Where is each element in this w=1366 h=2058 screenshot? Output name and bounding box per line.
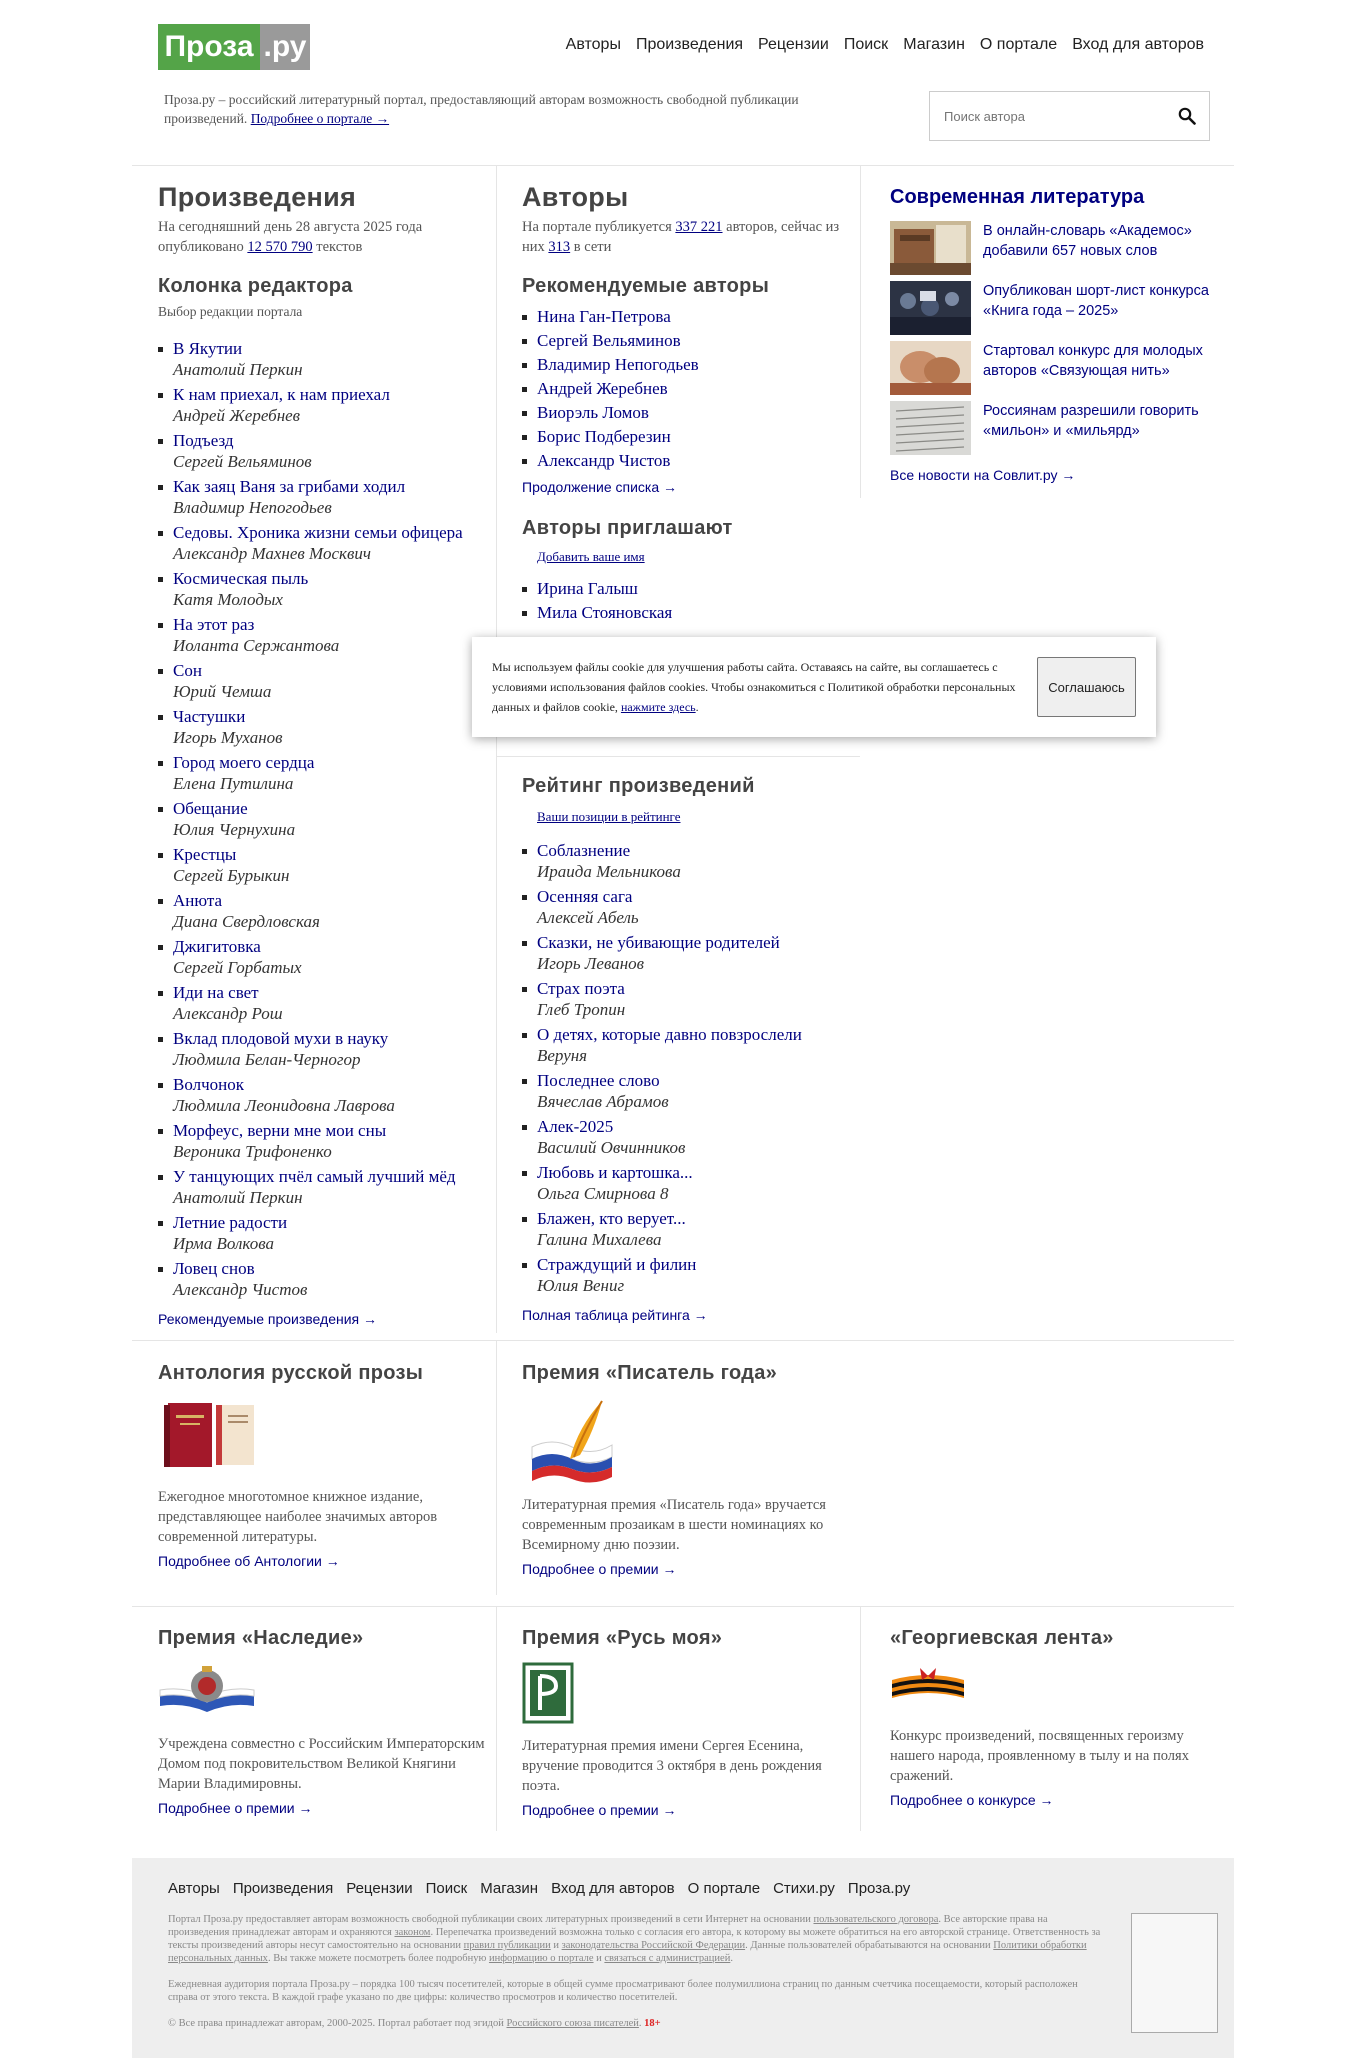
news-thumb-words[interactable]: [890, 401, 971, 455]
writers-union-link[interactable]: Российского союза писателей: [506, 2018, 639, 2029]
work-title[interactable]: Вклад плодовой мухи в науку: [173, 1029, 389, 1048]
footer-nav-about[interactable]: О портале: [687, 1880, 761, 1897]
rating-title: Рейтинг произведений: [522, 775, 755, 797]
news-thumb-contest[interactable]: [890, 341, 971, 395]
list-item: [522, 378, 842, 402]
divider: [496, 1606, 497, 1831]
work-author: Анатолий Перкин: [173, 360, 303, 379]
search-button[interactable]: [1165, 93, 1209, 139]
privacy-policy-link[interactable]: Политики обработки персональных данных: [168, 1940, 1087, 1964]
work-author: Александр Махнев Москвич: [173, 544, 371, 563]
rating-more-link[interactable]: Полная таблица рейтинга →: [522, 1307, 708, 1323]
intro-text: [164, 90, 844, 128]
work-author: Диана Свердловская: [173, 912, 320, 931]
law-link[interactable]: законом: [394, 1927, 431, 1938]
authors-online[interactable]: 313: [548, 239, 571, 255]
anthology-title: Антология русской прозы: [158, 1362, 424, 1384]
list-item: [158, 1028, 478, 1070]
news-link[interactable]: Опубликован шорт-лист конкурса «Книга года – 2025»: [983, 283, 1209, 319]
search-input[interactable]: [930, 93, 1165, 139]
nav-works[interactable]: Произведения: [635, 36, 744, 53]
divider: [860, 1606, 861, 1831]
anthology-books-icon[interactable]: [158, 1397, 258, 1473]
author-link[interactable]: Александр Чистов: [537, 451, 671, 470]
author-search: [929, 91, 1210, 141]
work-title[interactable]: Страх поэта: [537, 979, 625, 998]
author-link[interactable]: Нина Ган-Петрова: [537, 307, 671, 326]
heritage-link[interactable]: Подробнее о премии →: [158, 1800, 313, 1816]
list-item: [158, 844, 478, 886]
works-column: [158, 182, 478, 1329]
list-item: [522, 602, 842, 626]
list-item: [158, 1258, 478, 1300]
work-author: Владимир Непогодьев: [173, 498, 332, 517]
footer-paragraph-rights: [168, 1913, 1108, 1965]
authors-more-link[interactable]: Продолжение списка →: [522, 479, 678, 495]
nav-search[interactable]: Поиск: [843, 36, 889, 53]
legislation-link[interactable]: законодательства Российской Федерации: [561, 1940, 746, 1951]
footer-text-part: . Вы также можете посмотреть более подробную: [267, 1953, 487, 1964]
footer-text: [168, 1913, 1108, 2043]
footer: [132, 1858, 1234, 2058]
logo-left: Проза: [158, 24, 260, 70]
work-author: Людмила Белан-Черногор: [173, 1050, 361, 1069]
news-item: [890, 341, 1220, 395]
rules-link[interactable]: правил публикации: [463, 1940, 551, 1951]
author-link[interactable]: Владимир Непогодьев: [537, 355, 699, 374]
rating-positions-link[interactable]: Ваши позиции в рейтинге: [537, 809, 681, 824]
list-item: [158, 752, 478, 794]
heritage-eagle-icon[interactable]: [158, 1662, 256, 1722]
list-item: [158, 660, 478, 702]
news-item: [890, 221, 1220, 275]
user-agreement-link[interactable]: пользовательского договора: [813, 1914, 939, 1925]
news-link[interactable]: Стартовал конкурс для молодых авторов «Связующая нить»: [983, 343, 1203, 379]
nav-shop[interactable]: Магазин: [903, 36, 965, 53]
footer-nav-works[interactable]: Произведения: [232, 1880, 334, 1897]
editor-title: Колонка редактора: [158, 275, 353, 297]
footer-text-part: © Все права принадлежат авторам, 2000-2025. Портал работает под эгидой: [168, 2018, 504, 2029]
rus-block: [522, 1627, 852, 1820]
list-item: [158, 706, 478, 748]
news-link[interactable]: Россиянам разрешили говорить «мильон» и «мильярд»: [983, 403, 1199, 439]
list-item: [522, 330, 842, 354]
news-item: [890, 281, 1220, 335]
work-title[interactable]: В Якутии: [173, 339, 243, 358]
list-item: [158, 982, 478, 1024]
nav-about[interactable]: О портале: [979, 36, 1058, 53]
rec-authors-list: [522, 306, 842, 474]
work-title[interactable]: Волчонок: [173, 1075, 245, 1094]
work-title[interactable]: Частушки: [173, 707, 246, 726]
footer-text-part: Портал Проза.ру предоставляет авторам возможность свободной публикации своих литературных произведений в сети Интернет на основании: [168, 1914, 811, 1925]
list-item: [522, 450, 842, 474]
work-title[interactable]: Летние радости: [173, 1213, 288, 1232]
work-title[interactable]: Космическая пыль: [173, 569, 309, 588]
list-item: [158, 384, 478, 426]
invite-title: Авторы приглашают: [522, 517, 733, 539]
work-author: Иоланта Сержантова: [173, 636, 340, 655]
rus-title: Премия «Русь моя»: [522, 1627, 723, 1649]
search-icon: [1178, 107, 1196, 125]
list-item: [522, 354, 842, 378]
work-title[interactable]: На этот раз: [173, 615, 255, 634]
list-item: [158, 1166, 478, 1208]
authors-note-prefix: На портале публикуется: [522, 219, 672, 235]
footer-paragraph-copyright: [168, 2017, 1108, 2030]
work-author: Вероника Трифоненко: [173, 1142, 332, 1161]
list-item: [522, 886, 852, 928]
works-title: Произведения: [158, 182, 357, 212]
list-item: [522, 306, 842, 330]
author-link[interactable]: Мила Стояновская: [537, 603, 673, 622]
ribbon-icon[interactable]: [890, 1662, 966, 1714]
work-title[interactable]: Иди на свет: [173, 983, 259, 1002]
footer-text-part: . Перепечатка произведений возможна только с согласия его автора, к которому вы можете обратиться на его авторской странице. Ответственность за тексты произведений авторы несут самостоятельно на основании: [168, 1927, 1101, 1951]
rec-authors-title: Рекомендуемые авторы: [522, 275, 770, 297]
nav-reviews[interactable]: Рецензии: [758, 36, 829, 53]
divider: [496, 1340, 497, 1595]
list-item: [158, 430, 478, 472]
heritage-block: [158, 1627, 488, 1818]
list-item: [158, 614, 478, 656]
work-author: Ираида Мельникова: [537, 862, 681, 881]
work-author: Сергей Вельяминов: [173, 452, 312, 471]
list-item: [522, 1070, 852, 1112]
news-item: [890, 401, 1220, 455]
work-title[interactable]: Страждущий и филин: [537, 1255, 697, 1274]
writer-title: Премия «Писатель года»: [522, 1362, 778, 1384]
work-title[interactable]: Крестцы: [173, 845, 237, 864]
cookie-accept-button[interactable]: Соглашаюсь: [1037, 657, 1136, 717]
author-link[interactable]: Сергей Вельяминов: [537, 331, 681, 350]
cookie-body: Мы используем файлы cookie для улучшения работы сайта. Оставаясь на сайте, вы соглашаетесь с условиями использования файлов cookies. Чтобы ознакомиться с Политикой обработки персональных данных и файлов cookie,: [492, 660, 1016, 714]
list-item: [158, 936, 478, 978]
cookie-banner: [472, 637, 1156, 737]
author-link[interactable]: Андрей Жеребнев: [537, 379, 668, 398]
divider: [496, 165, 497, 1333]
work-title[interactable]: Морфеус, верни мне мои сны: [173, 1121, 387, 1140]
work-author: Александр Чистов: [173, 1280, 308, 1299]
rating-column: [522, 775, 852, 1325]
work-author: Ирма Волкова: [173, 1234, 274, 1253]
divider: [132, 165, 1234, 166]
work-author: Веруня: [537, 1046, 588, 1065]
page: [132, 0, 1234, 2058]
works-note-prefix: На сегодняшний день 28 августа 2025 года опубликовано: [158, 219, 423, 255]
list-item: [158, 1074, 478, 1116]
list-item: [158, 1212, 478, 1254]
works-count[interactable]: 12 570 790: [247, 239, 313, 255]
work-title[interactable]: Город моего сердца: [173, 753, 315, 772]
works-note: [158, 217, 478, 257]
list-item: [158, 338, 478, 380]
ribbon-text: Конкурс произведений, посвященных героизму нашего народа, проявленному в тылу и на полях сражений.: [890, 1728, 1189, 1784]
work-author: Андрей Жеребнев: [173, 406, 301, 425]
authors-title: Авторы: [522, 182, 629, 212]
footer-text-part: и: [596, 1953, 602, 1964]
site-logo[interactable]: [158, 24, 310, 70]
cookie-text: [492, 657, 1052, 717]
work-author: Василий Овчинников: [537, 1138, 686, 1157]
work-author: Вячеслав Абрамов: [537, 1092, 669, 1111]
news-column: [890, 186, 1220, 485]
rus-text: Литературная премия имени Сергея Есенина, вручение проводится 3 октября в день рождения поэта.: [522, 1738, 822, 1794]
news-more-link[interactable]: Все новости на Совлит.ру →: [890, 467, 1076, 483]
list-item: [522, 978, 852, 1020]
intro-link[interactable]: Подробнее о портале →: [250, 111, 390, 126]
editor-note: Выбор редакции портала: [158, 304, 303, 319]
list-item: [158, 476, 478, 518]
anthology-link[interactable]: Подробнее об Антологии →: [158, 1553, 340, 1569]
footer-text-part: и: [553, 1940, 559, 1951]
rus-link[interactable]: Подробнее о премии →: [522, 1802, 677, 1818]
contact-admin-link[interactable]: связаться с администрацией: [604, 1953, 731, 1964]
writer-text: Литературная премия «Писатель года» вручается современным прозаикам в шести номинациях ко Всемирному дню поэзии.: [522, 1497, 826, 1553]
visitor-counter[interactable]: [1131, 1913, 1218, 2033]
list-item: [522, 840, 852, 882]
writer-block: [522, 1362, 852, 1579]
editor-list: [158, 338, 478, 1300]
list-item: [522, 1024, 852, 1066]
anthology-block: [158, 1362, 488, 1571]
works-note-suffix: текстов: [316, 239, 363, 255]
authors-note: [522, 217, 842, 257]
intro-body: Проза.ру – российский литературный портал, предоставляющий авторам возможность свободной публикации произведений.: [164, 92, 799, 126]
work-author: Галина Михалева: [537, 1230, 662, 1249]
list-item: [158, 568, 478, 610]
list-item: [522, 578, 842, 602]
writer-link[interactable]: Подробнее о премии →: [522, 1561, 677, 1577]
list-item: [158, 1120, 478, 1162]
list-item: [158, 522, 478, 564]
divider: [496, 756, 860, 757]
rus-award-icon[interactable]: [522, 1662, 574, 1724]
logo-right: .ру: [260, 24, 310, 70]
footer-text-part: .: [730, 1953, 733, 1964]
invite-list: [522, 578, 842, 626]
work-author: Юрий Чемша: [173, 682, 272, 701]
work-title[interactable]: Блажен, кто верует...: [537, 1209, 686, 1228]
footer-nav-login[interactable]: Вход для авторов: [551, 1880, 675, 1897]
work-author: Людмила Леонидовна Лаврова: [173, 1096, 395, 1115]
portal-info-link[interactable]: информацию о портале: [488, 1953, 594, 1964]
work-title[interactable]: Осенняя сага: [537, 887, 633, 906]
work-author: Александр Рош: [173, 1004, 283, 1023]
work-title[interactable]: Соблазнение: [537, 841, 631, 860]
work-title[interactable]: Джигитовка: [173, 937, 261, 956]
footer-nav-proza[interactable]: Проза.ру: [847, 1880, 911, 1897]
news-link[interactable]: В онлайн-словарь «Академос» добавили 657 новых слов: [983, 223, 1192, 259]
work-title[interactable]: Любовь и картошка...: [537, 1163, 693, 1182]
add-name-link[interactable]: Добавить ваше имя: [537, 549, 645, 564]
top-nav: [566, 36, 1204, 54]
footer-text-part: . Все авторские права на произведения принадлежат авторам и охраняются: [168, 1914, 1048, 1938]
footer-nav-authors[interactable]: Авторы: [168, 1880, 220, 1897]
authors-note-suffix: в сети: [573, 239, 612, 255]
work-author: Ольга Смирнова 8: [537, 1184, 669, 1203]
work-title[interactable]: К нам приехал, к нам приехал: [173, 385, 390, 404]
news-thumb-dictionary[interactable]: [890, 221, 971, 275]
list-item: [158, 890, 478, 932]
work-author: Игорь Леванов: [537, 954, 645, 973]
work-title[interactable]: О детях, которые давно повзрослели: [537, 1025, 802, 1044]
footer-nav-stihi[interactable]: Стихи.ру: [773, 1880, 835, 1897]
work-title[interactable]: Сказки, не убивающие родителей: [537, 933, 780, 952]
work-author: Катя Молодых: [173, 590, 283, 609]
divider: [860, 165, 861, 498]
work-author: Анатолий Перкин: [173, 1188, 303, 1207]
footer-text-part: .: [638, 2018, 642, 2029]
footer-text-part: . Данные пользователей обрабатываются на основании: [745, 1940, 991, 1951]
footer-nav: [168, 1880, 910, 1897]
heritage-text: Учреждена совместно с Российским Императорским Домом под покровительством Великой Княгини Марии Владимировны.: [158, 1736, 485, 1792]
news-title: Современная литература: [890, 186, 1145, 208]
list-item: [522, 1254, 852, 1296]
work-title[interactable]: У танцующих пчёл самый лучший мёд: [173, 1167, 456, 1186]
work-title[interactable]: Обещание: [173, 799, 248, 818]
work-title[interactable]: Последнее слово: [537, 1071, 660, 1090]
work-author: Юлия Чернухина: [173, 820, 296, 839]
work-title[interactable]: Алек-2025: [537, 1117, 614, 1136]
ribbon-link[interactable]: Подробнее о конкурсе →: [890, 1792, 1054, 1808]
author-link[interactable]: Ирина Галыш: [537, 579, 638, 598]
list-item: [158, 798, 478, 840]
work-author: Елена Путилина: [173, 774, 294, 793]
divider: [132, 1606, 1234, 1607]
list-item: [522, 402, 842, 426]
work-author: Сергей Горбатых: [173, 958, 302, 977]
list-item: [522, 1208, 852, 1250]
footer-nav-search[interactable]: Поиск: [425, 1880, 468, 1897]
authors-column: [522, 182, 842, 626]
nav-login[interactable]: Вход для авторов: [1072, 36, 1204, 53]
rating-list: [522, 840, 852, 1296]
work-author: Алексей Абель: [537, 908, 639, 927]
work-title[interactable]: Седовы. Хроника жизни семьи офицера: [173, 523, 463, 542]
news-thumb-book-of-year[interactable]: [890, 281, 971, 335]
list-item: [522, 932, 852, 974]
authors-count[interactable]: 337 221: [675, 219, 723, 235]
work-title[interactable]: Сон: [173, 661, 202, 680]
work-title[interactable]: Ловец снов: [173, 1259, 255, 1278]
work-author: Игорь Муханов: [173, 728, 283, 747]
author-link[interactable]: Борис Подберезин: [537, 427, 671, 446]
work-author: Юлия Вениг: [537, 1276, 625, 1295]
footer-nav-reviews[interactable]: Рецензии: [346, 1880, 413, 1897]
list-item: [522, 1162, 852, 1204]
writer-award-icon[interactable]: [522, 1397, 618, 1483]
nav-authors[interactable]: Авторы: [565, 36, 621, 53]
list-item: [522, 1116, 852, 1158]
news-list: [890, 221, 1220, 455]
list-item: [522, 426, 842, 450]
anthology-text: Ежегодное многотомное книжное издание, представляющее наиболее значимых авторов современной литературы.: [158, 1489, 438, 1545]
footer-paragraph-audience: Ежедневная аудитория портала Проза.ру – порядка 100 тысяч посетителей, которые в общей сумме просматривают более полумиллиона страниц по данным счетчика посещаемости, который расположен справа от этого текста. В каждой графе указано по две цифры: количество просмотров и количество посетителей.: [168, 1979, 1078, 2003]
work-author: Сергей Бурыкин: [173, 866, 290, 885]
age-badge: 18+: [644, 2018, 661, 2029]
work-author: Глеб Тропин: [537, 1000, 626, 1019]
work-title[interactable]: Подъезд: [173, 431, 234, 450]
cookie-policy-link[interactable]: нажмите здесь: [620, 700, 696, 714]
authors-note-mid: авторов, сейчас из них: [522, 219, 840, 255]
author-link[interactable]: Виорэль Ломов: [537, 403, 649, 422]
cookie-end: .: [695, 700, 699, 714]
divider: [132, 1340, 1234, 1341]
work-title[interactable]: Как заяц Ваня за грибами ходил: [173, 477, 406, 496]
recommended-works-link[interactable]: Рекомендуемые произведения →: [158, 1311, 378, 1327]
footer-nav-shop[interactable]: Магазин: [480, 1880, 539, 1897]
ribbon-title: «Георгиевская лента»: [890, 1627, 1114, 1649]
ribbon-block: [890, 1627, 1220, 1810]
heritage-title: Премия «Наследие»: [158, 1627, 364, 1649]
work-title[interactable]: Анюта: [173, 891, 223, 910]
